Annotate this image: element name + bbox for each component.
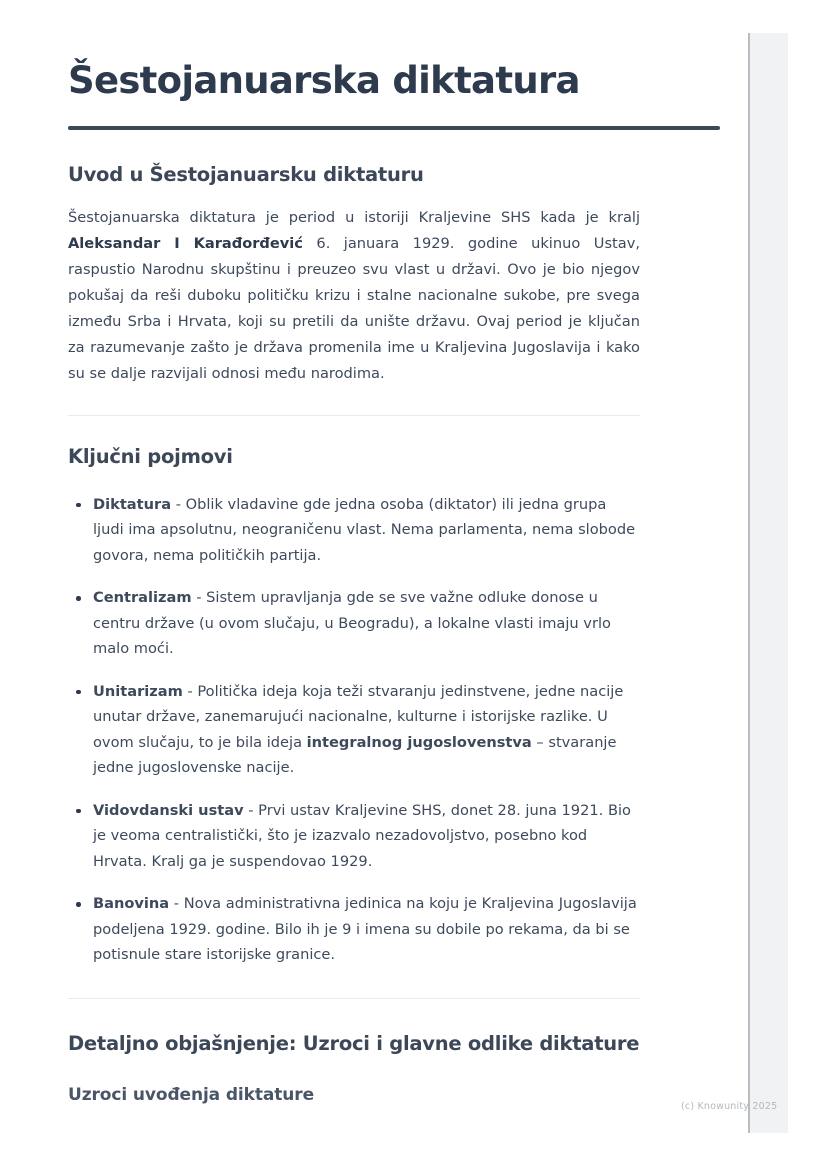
subsection-heading-causes: Uzroci uvođenja diktature — [68, 1084, 315, 1105]
intro-paragraph — [68, 205, 640, 387]
vertical-scrollbar[interactable] — [748, 33, 788, 1133]
intro-text-after: 6. januara 1929. godine ukinuo Ustav, raspustio Narodnu skupštinu i preuzeo svu vlast u državi. Ovo je bio njegov pokušaj da reši duboku političku krizu i stalne nacionalne sukobe, pre svega između Srba i Hrvata, koji su pretili da unište državu. Ovaj period je ključan za razumevanje zašto je država promenila ime u Kraljevina Jugoslavija i kako su se dalje razvijali odnosi među narodima. — [68, 235, 640, 383]
term-label: Centralizam — [93, 589, 192, 607]
term-description: Prvi ustav Kraljevine SHS, donet 28. juna 1921. Bio je veoma centralistički, što je izazvalo nezadovoljstvo, posebno kod Hrvata. Kralj ga je suspendovao 1929. — [93, 801, 631, 870]
copyright-watermark: (c) Knowunity 2025 — [681, 1101, 778, 1112]
term-dash: - — [171, 495, 186, 513]
term-tail: – stvaranje jedne jugoslovenske nacije. — [93, 733, 617, 777]
term-description: Oblik vladavine gde jedna osoba (diktator) ili jedna grupa ljudi ima apsolutnu, neograničenu vlast. Nema parlamenta, nema slobode govora, nema političkih partija. — [93, 495, 636, 564]
intro-bold-name: Aleksandar I Karađorđević — [68, 235, 303, 253]
section-heading-intro: Uvod u Šestojanuarsku diktaturu — [68, 162, 424, 186]
term-label: Vidovdanski ustav — [93, 801, 244, 819]
section-heading-detailed: Detaljno objašnjenje: Uzroci i glavne odlike diktature — [68, 1031, 640, 1055]
term-dash: - — [169, 895, 184, 913]
term-description: Nova administrativna jedinica na koju je Kraljevina Jugoslavija podeljena 1929. godine. Bilo ih je 9 i imena su dobile po rekama, da bi se potisnule stare istorijske granice. — [93, 895, 637, 964]
term-label: Banovina — [93, 895, 170, 913]
list-item — [68, 891, 640, 968]
intro-text-before: Šestojanuarska diktatura je period u istoriji Kraljevine SHS kada je kralj — [68, 209, 640, 227]
page-title: Šestojanuarska diktatura — [68, 59, 580, 102]
term-description: Sistem upravljanja gde se sve važne odluke donose u centru države (u ovom slučaju, u Beogradu), a lokalne vlasti imaju vrlo malo moći. — [93, 589, 611, 658]
term-dash: - — [182, 682, 198, 700]
key-terms-list — [68, 492, 640, 968]
term-dash: - — [191, 589, 207, 607]
term-description: Politička ideja koja teži stvaranju jedinstvene, jedne nacije unutar države, zanemarujući nacionalne, kulturne i istorijske razlike. U ovom slučaju, to je bila ideja — [93, 682, 624, 751]
list-item — [68, 798, 640, 875]
term-emphasis: integralnog jugoslovenstva — [306, 733, 532, 751]
list-item — [68, 492, 640, 569]
term-dash: - — [243, 801, 259, 819]
document-content — [68, 0, 640, 1107]
term-label: Unitarizam — [93, 682, 183, 700]
list-item — [68, 585, 640, 662]
term-label: Diktatura — [93, 495, 172, 513]
section-heading-key-terms: Ključni pojmovi — [68, 445, 233, 469]
list-item — [68, 679, 640, 781]
